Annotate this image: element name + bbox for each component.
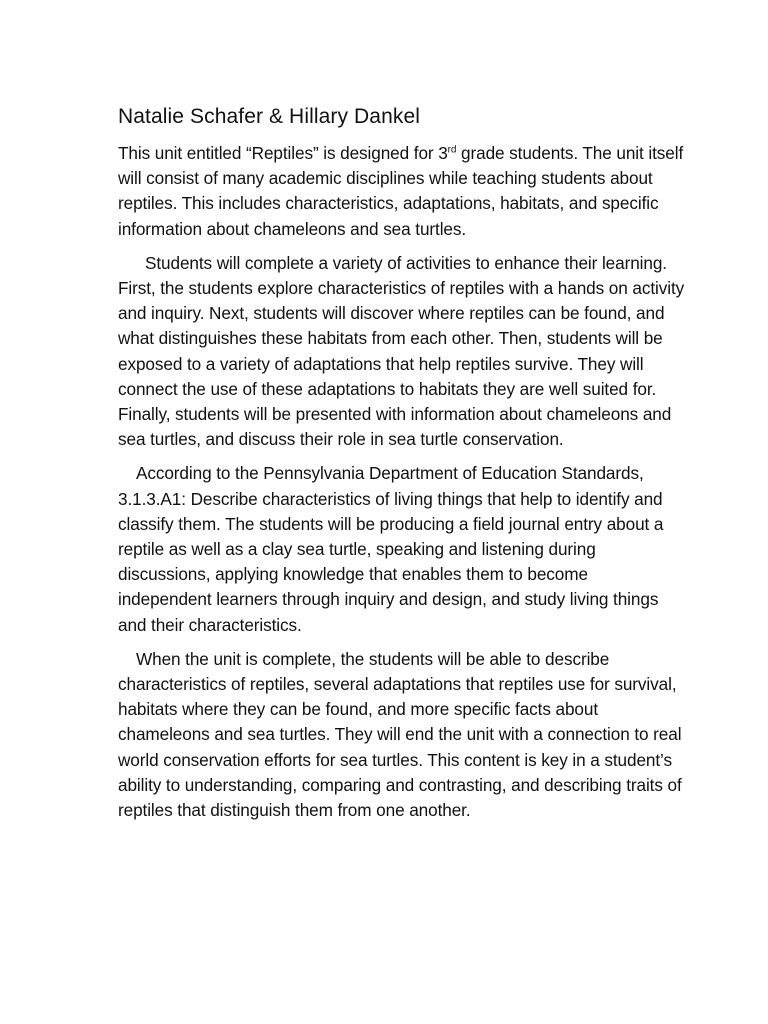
author-names: Natalie Schafer & Hillary Dankel [118, 105, 420, 128]
outcomes-paragraph: When the unit is complete, the students will be able to describe characteristics of reptiles, several adaptations that reptiles use for survival, habitats where they can be found, and more specific facts about chameleons and sea turtles. They will end the unit with a connection to real world conservation efforts for sea turtles. This content is key in a student’s ability to understanding, comparing and contrasting, and describing traits of reptiles that distinguish them from one another. [118, 648, 682, 821]
ordinal-superscript: rd [447, 144, 457, 156]
intro-text-end: grade students. The unit itself will consist of many academic disciplines while teaching students about reptiles. This includes characteristics, adaptations, habitats, and specific information about chameleons and sea turtles. [118, 143, 684, 239]
intro-text-start: This unit entitled “Reptiles” is designed for 3 [118, 143, 448, 163]
document-page [118, 103, 686, 832]
standards-paragraph: According to the Pennsylvania Department of Education Standards, 3.1.3.A1: Describe characteristics of living things that help to identify and classify them. The students will be producing a field journal entry about a reptile as well as a clay sea turtle, speaking and listening during discussions, applying knowledge that enables them to become independent learners through inquiry and design, and study living things and their characteristics. [118, 463, 664, 635]
activities-paragraph: Students will complete a variety of activities to enhance their learning. First, the students explore characteristics of reptiles with a hands on activity and inquiry. Next, students will discover where reptiles can be found, and what distinguishes these habitats from each other. Then, students will be exposed to a variety of adaptations that help reptiles survive. They will connect the use of these adaptations to habitats they are well suited for. Finally, students will be presented with information about chameleons and sea turtles, and discuss their role in sea turtle conservation. [118, 252, 685, 450]
intro-paragraph [118, 141, 686, 242]
